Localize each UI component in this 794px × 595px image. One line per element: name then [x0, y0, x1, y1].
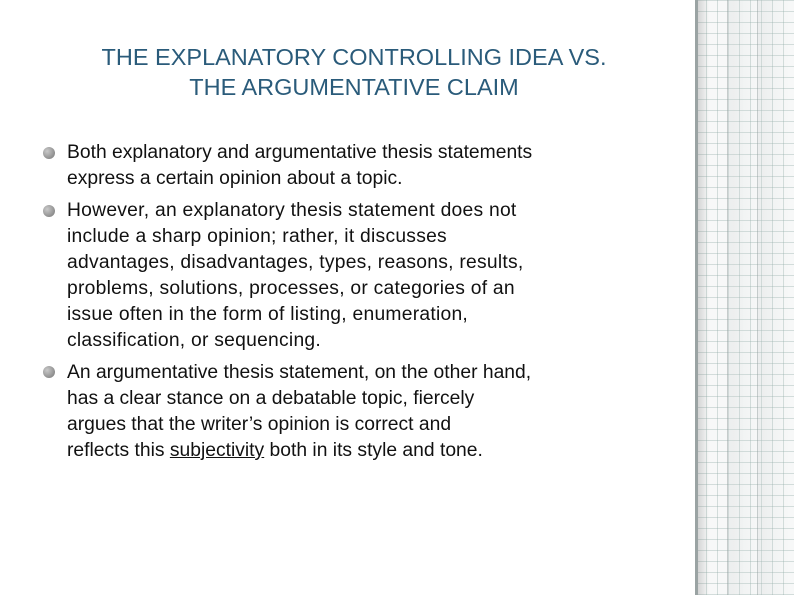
bullet-line: has a clear stance on a debatable topic, fiercely — [67, 388, 475, 409]
bullet-line-suffix: both in its style and tone. — [264, 440, 483, 461]
bullet-line: argues that the writer’s opinion is correct and — [67, 414, 452, 435]
bullet-line-prefix: reflects this — [67, 440, 170, 461]
bullet-line: An argumentative thesis statement, on the other hand, — [67, 362, 532, 383]
bullet-text — [67, 198, 677, 354]
title-line-1: THE EXPLANATORY CONTROLLING IDEA VS. — [101, 44, 607, 70]
bullet-line: classification, or sequencing. — [67, 330, 322, 351]
bullet-text — [67, 140, 677, 192]
paper-sheet-edge — [727, 0, 758, 595]
bullet-line: issue often in the form of listing, enumeration, — [67, 304, 469, 325]
strip-edge — [695, 0, 698, 595]
bullet-line: problems, solutions, processes, or categories of an — [67, 278, 515, 299]
bullet-text — [67, 360, 677, 464]
bullet-line: include a sharp opinion; rather, it discusses — [67, 226, 447, 247]
bullet-line: express a certain opinion about a topic. — [67, 168, 403, 189]
slide-title — [20, 42, 688, 102]
bullet-icon — [43, 147, 55, 159]
title-line-2: THE ARGUMENTATIVE CLAIM — [189, 74, 519, 100]
underlined-term: subjectivity — [169, 440, 265, 461]
bullet-line: advantages, disadvantages, types, reasons, results, — [67, 252, 524, 273]
bullet-line: However, an explanatory thesis statement does not — [67, 200, 517, 221]
graph-paper-decoration — [695, 0, 794, 595]
paper-sheet-edge — [757, 0, 788, 595]
bullet-icon — [43, 366, 55, 378]
bullet-icon — [43, 205, 55, 217]
bullet-line: Both explanatory and argumentative thesis statements — [67, 142, 533, 163]
